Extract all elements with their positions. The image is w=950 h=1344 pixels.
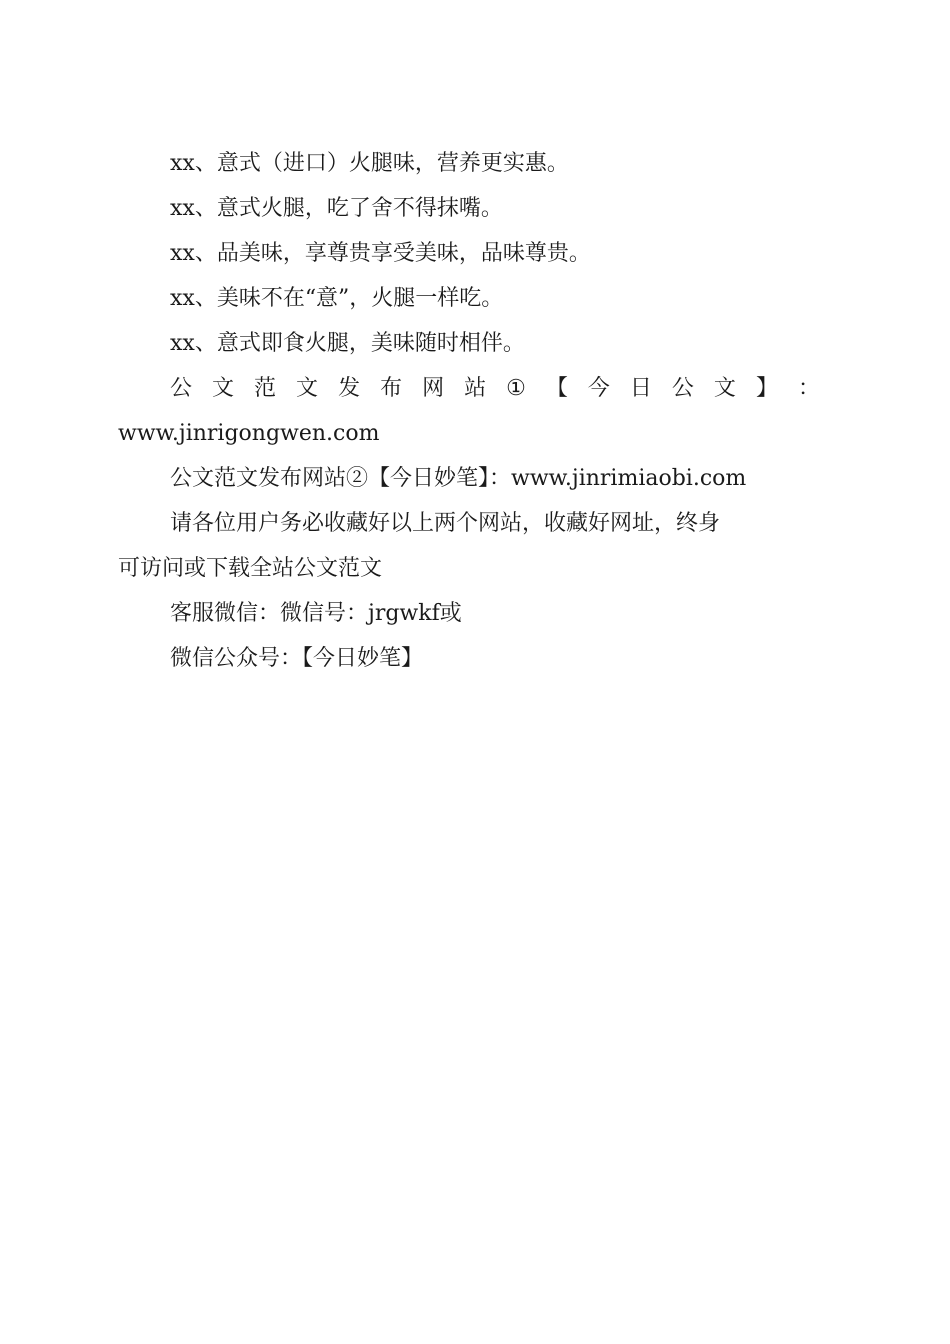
site2-line: 公文范文发布网站②【今日妙笔】：www.jinrimiaobi.com — [170, 466, 747, 491]
wechat-line: 微信公众号：【今日妙笔】 — [170, 646, 424, 671]
site1-char: 文 — [296, 376, 319, 401]
site1-char: 文 — [713, 376, 736, 401]
site1-char: ① — [506, 376, 526, 401]
slogan-line-5: xx、意式即食火腿，美味随时相伴。 — [170, 331, 525, 356]
document-body — [118, 141, 820, 681]
notice-line-1: 请各位用户务必收藏好以上两个网站，收藏好网址，终身 — [170, 511, 721, 536]
site1-char: 发 — [338, 376, 361, 401]
site1-char: 站 — [464, 376, 487, 401]
site1-char: 公 — [671, 376, 694, 401]
site1-char: 范 — [254, 376, 277, 401]
site1-char: 【 — [545, 376, 568, 401]
notice-line-2: 可访问或下载全站公文范文 — [118, 556, 383, 581]
slogan-line-4: xx、美味不在“意”，火腿一样吃。 — [170, 286, 504, 311]
site1-char: ： — [797, 376, 820, 401]
slogan-line-2: xx、意式火腿，吃了舍不得抹嘴。 — [170, 196, 503, 221]
site1-char: 公 — [170, 376, 193, 401]
site1-heading — [118, 366, 820, 411]
slogan-line-3: xx、品美味，享尊贵享受美味，品味尊贵。 — [170, 241, 591, 266]
site1-char: 文 — [212, 376, 235, 401]
site1-char: 】 — [755, 376, 778, 401]
site1-url: www.jinrigongwen.com — [118, 421, 380, 446]
site1-char: 日 — [629, 376, 652, 401]
service-line: 客服微信：微信号：jrgwkf或 — [170, 601, 462, 626]
site1-char: 布 — [380, 376, 403, 401]
slogan-line-1: xx、意式（进口）火腿味，营养更实惠。 — [170, 151, 569, 176]
site1-char: 网 — [422, 376, 445, 401]
site1-char: 今 — [587, 376, 610, 401]
